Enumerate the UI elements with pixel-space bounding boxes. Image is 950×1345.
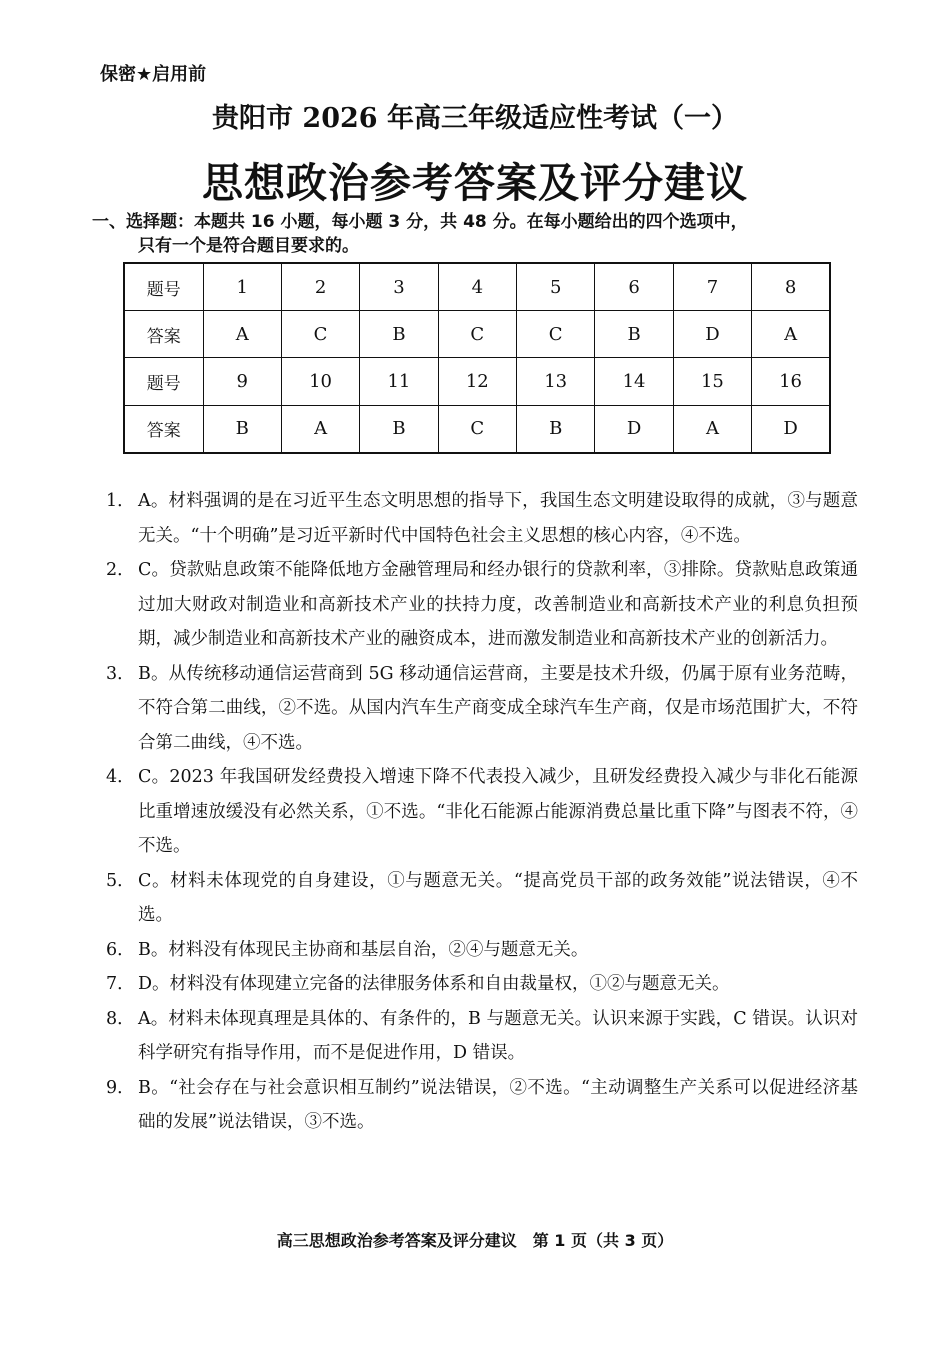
item-number: 9． <box>106 1077 135 1098</box>
item-number: 3． <box>106 663 135 684</box>
table-cell: 1 <box>203 263 281 311</box>
table-cell: A <box>673 405 751 453</box>
table-cell: 4 <box>438 263 516 311</box>
table-cell: B <box>203 405 281 453</box>
item-number: 2． <box>106 560 135 580</box>
table-row <box>124 311 830 358</box>
table-cell: 16 <box>752 358 830 405</box>
table-cell: A <box>752 311 830 358</box>
item-number: 1． <box>106 491 135 511</box>
exam-title: 贵阳市 2026 年高三年级适应性考试（一） <box>212 103 738 134</box>
list-item <box>106 657 858 761</box>
table-cell: B <box>517 405 595 453</box>
item-text: B。从传统移动通信运营商到 5G 移动通信运营商，主要是技术升级，仍属于原有业务范畴，不符合第二曲线，②不选。从国内汽车生产商变成全球汽车生产商，仅是市场范围扩大，不符合第二曲线，④不选。 <box>138 663 858 753</box>
table-cell: 7 <box>673 263 751 311</box>
item-number: 4． <box>106 767 135 787</box>
section-heading <box>92 210 852 258</box>
table-row <box>124 358 830 405</box>
item-text: C。2023 年我国研发经费投入增速下降不代表投入减少，且研发经费投入减少与非化石能源比重增速放缓没有必然关系，①不选。“非化石能源占能源消费总量比重下降”与图表不符，④不选。 <box>138 767 858 856</box>
item-text: C。材料未体现党的自身建设，①与题意无关。“提高党员干部的政务效能”说法错误，④不选。 <box>138 870 858 925</box>
table-cell: 14 <box>595 358 673 405</box>
item-text: A。材料未体现真理是具体的、有条件的，B 与题意无关。认识来源于实践，C 错误。认识对科学研究有指导作用，而不是促进作用，D 错误。 <box>138 1008 858 1063</box>
table-cell: D <box>673 311 751 358</box>
explanation-list <box>106 484 858 1140</box>
list-item <box>106 1071 858 1140</box>
table-cell: D <box>595 405 673 453</box>
row-label: 题号 <box>124 358 203 405</box>
table-cell: 15 <box>673 358 751 405</box>
table-cell: 13 <box>517 358 595 405</box>
item-number: 5． <box>106 870 135 891</box>
answer-table <box>123 262 831 454</box>
row-label: 答案 <box>124 405 203 453</box>
table-cell: 6 <box>595 263 673 311</box>
item-number: 7． <box>106 974 135 994</box>
item-number: 8． <box>106 1008 135 1029</box>
list-item <box>106 760 858 864</box>
table-cell: 5 <box>517 263 595 311</box>
list-item <box>106 933 858 968</box>
table-cell: C <box>281 311 359 358</box>
item-text: C。贷款贴息政策不能降低地方金融管理局和经办银行的贷款利率，③排除。贷款贴息政策通过加大财政对制造业和高新技术产业的扶持力度，改善制造业和高新技术产业的利息负担预期，减少制造业和高新技术产业的融资成本，进而激发制造业和高新技术产业的创新活力。 <box>138 560 858 649</box>
table-cell: A <box>281 405 359 453</box>
table-cell: D <box>752 405 830 453</box>
table-row <box>124 405 830 453</box>
row-label: 答案 <box>124 311 203 358</box>
table-cell: C <box>438 311 516 358</box>
list-item <box>106 484 858 553</box>
page-footer: 高三思想政治参考答案及评分建议 第 1 页（共 3 页） <box>276 1231 674 1250</box>
table-cell: 10 <box>281 358 359 405</box>
row-label: 题号 <box>124 263 203 311</box>
list-item <box>106 864 858 933</box>
item-text: A。材料强调的是在习近平生态文明思想的指导下，我国生态文明建设取得的成就，③与题意无关。“十个明确”是习近平新时代中国特色社会主义思想的核心内容，④不选。 <box>138 491 858 546</box>
list-item <box>106 1002 858 1071</box>
table-cell: C <box>438 405 516 453</box>
table-cell: 11 <box>360 358 438 405</box>
item-number: 6． <box>106 939 135 960</box>
list-item <box>106 967 858 1002</box>
table-cell: 3 <box>360 263 438 311</box>
table-row <box>124 263 830 311</box>
section-heading-line1: 一、选择题：本题共 16 小题，每小题 3 分，共 48 分。在每小题给出的四个选项中， <box>92 212 748 232</box>
table-cell: C <box>517 311 595 358</box>
table-cell: A <box>203 311 281 358</box>
table-cell: B <box>595 311 673 358</box>
list-item <box>106 553 858 657</box>
page-title: 思想政治参考答案及评分建议 <box>202 159 748 207</box>
table-cell: 8 <box>752 263 830 311</box>
table-cell: B <box>360 405 438 453</box>
table-cell: 2 <box>281 263 359 311</box>
section-heading-line2: 只有一个是符合题目要求的。 <box>138 236 359 256</box>
secret-mark: 保密★启用前 <box>100 64 207 85</box>
table-cell: 12 <box>438 358 516 405</box>
table-cell: B <box>360 311 438 358</box>
table-cell: 9 <box>203 358 281 405</box>
item-text: B。材料没有体现民主协商和基层自治，②④与题意无关。 <box>138 939 589 960</box>
item-text: B。“社会存在与社会意识相互制约”说法错误，②不选。“主动调整生产关系可以促进经济基础的发展”说法错误，③不选。 <box>138 1077 858 1132</box>
item-text: D。材料没有体现建立完备的法律服务体系和自由裁量权，①②与题意无关。 <box>138 974 730 994</box>
